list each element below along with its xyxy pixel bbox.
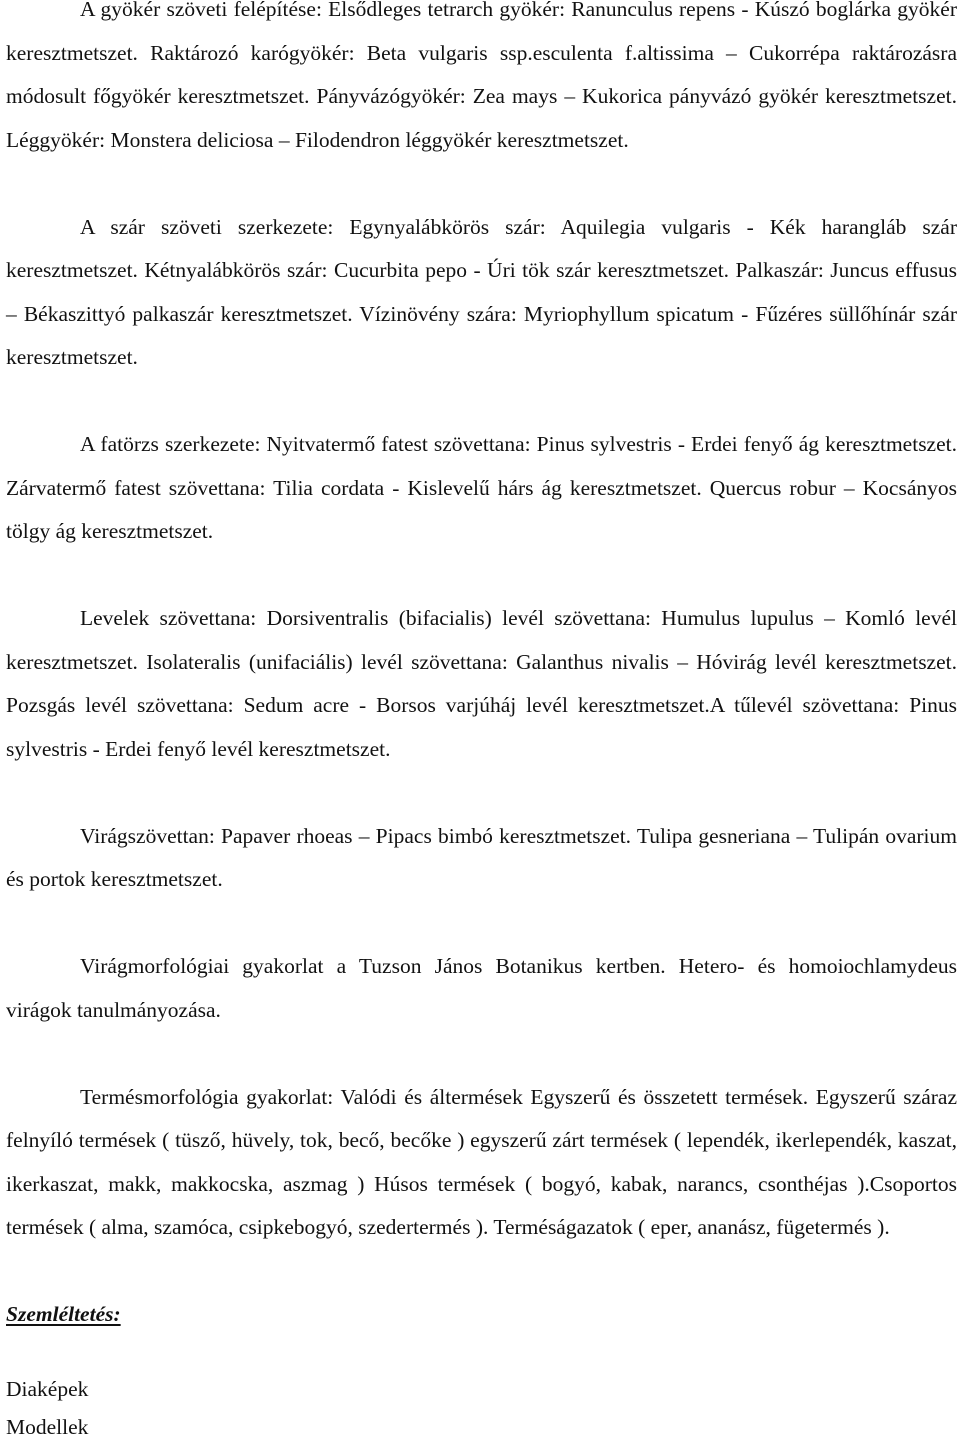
paragraph-stem-structure: A szár szöveti szerkezete: Egynyalábkörös szár: Aquilegia vulgaris - Kék harangláb szár keresztmetszet. Kétnyalábkörös szár: Cucurbita pepo - Úri tök szár keresztmetszet. Palkaszár: Juncus effusus – Békaszittyó palkaszár keresztmetszet. Vízinövény szára: Myriophyllum spicatum - Fűzéres süllőhínár szár keresztmetszet. [6, 214, 957, 369]
illustration-heading: Szemléltetés: [6, 1302, 121, 1326]
document-page [6, 0, 957, 1446]
paragraph-leaf-histology: Levelek szövettana: Dorsiventralis (bifacialis) levél szövettana: Humulus lupulus – Komló levél keresztmetszet. Isolateralis (unifaciális) levél szövettana: Galanthus nivalis – Hóvirág levél keresztmetszet. Pozsgás levél szövettana: Sedum acre - Borsos varjúháj levél keresztmetszet.A tűlevél szövettana: Pinus sylvestris - Erdei fenyő levél keresztmetszet. [6, 606, 957, 761]
paragraph-trunk-structure: A fatörzs szerkezete: Nyitvatermő fatest szövettana: Pinus sylvestris - Erdei fenyő ág keresztmetszet. Zárvatermő fatest szövettana: Tilia cordata - Kislevelű hárs ág keresztmetszet. Quercus robur – Kocsányos tölgy ág keresztmetszet. [6, 432, 957, 543]
illustration-item-slides: Diaképek [6, 1376, 89, 1401]
paragraph-flower-histology: Virágszövettan: Papaver rhoeas – Pipacs bimbó keresztmetszet. Tulipa gesneriana – Tulipán ovarium és portok keresztmetszet. [6, 823, 957, 891]
paragraph-fruit-morphology: Termésmorfológia gyakorlat: Valódi és áltermések Egyszerű és összetett termések. Egyszerű száraz felnyíló termések ( tüsző, hüvely, tok, becő, becőke ) egyszerű zárt termések ( lependék, ikerlependék, kaszat, ikerkaszat, makk, makkocska, aszmag ) Húsos termések ( bogyó, kabak, narancs, csonthéjas ).Csoportos termések ( alma, szamóca, csipkebogyó, szedertermés ). Terméságazatok ( eper, ananász, fügetermés ). [6, 1084, 957, 1239]
paragraph-root-structure: A gyökér szöveti felépítése: Elsődleges tetrarch gyökér: Ranunculus repens - Kúszó boglárka gyökér keresztmetszet. Raktározó karógyökér: Beta vulgaris ssp.esculenta f.altissima – Cukorrépa raktározásra módosult főgyökér keresztmetszet. Pányvázógyökér: Zea mays – Kukorica pányvázó gyökér keresztmetszet. Léggyökér: Monstera deliciosa – Filodendron léggyökér keresztmetszet. [6, 0, 957, 152]
paragraph-flower-morphology: Virágmorfológiai gyakorlat a Tuzson János Botanikus kertben. Hetero- és homoiochlamydeus virágok tanulmányozása. [6, 954, 957, 1022]
illustration-item-models: Modellek [6, 1414, 89, 1439]
